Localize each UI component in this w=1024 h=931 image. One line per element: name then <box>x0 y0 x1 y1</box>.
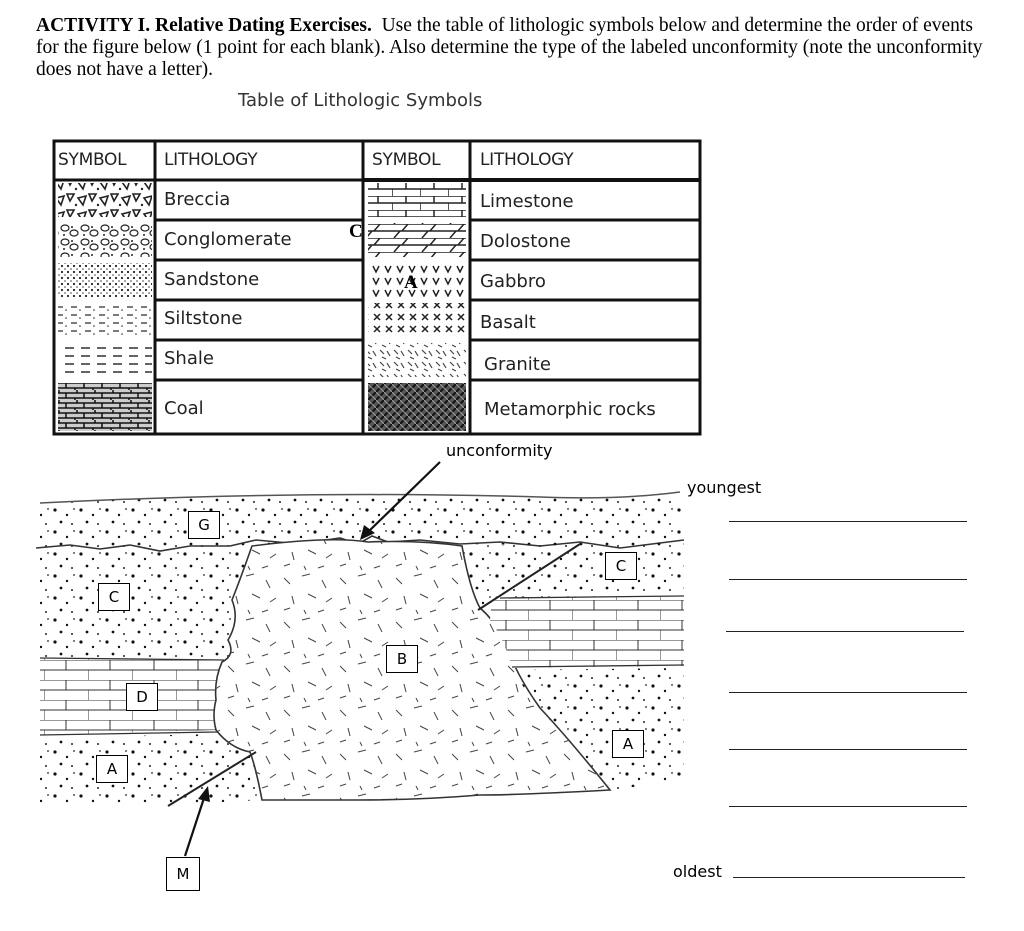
cross-section-figure <box>36 462 684 856</box>
m-arrow <box>185 795 205 856</box>
basalt-symbol <box>368 303 466 337</box>
label-c-left: C <box>98 583 130 611</box>
siltstone-symbol <box>58 303 152 337</box>
coal-symbol <box>58 383 152 431</box>
row-label-gabbro: Gabbro <box>480 271 546 292</box>
sandstone-symbol <box>58 263 152 297</box>
row-label-sandstone: Sandstone <box>164 269 260 290</box>
answer-blank-1[interactable] <box>729 521 967 522</box>
granite-symbol <box>368 343 466 377</box>
answer-blank-6[interactable] <box>729 806 967 807</box>
unconformity-label: unconformity <box>446 441 553 460</box>
label-d: D <box>126 683 158 711</box>
row-label-coal: Coal <box>164 398 204 419</box>
table-mark-a: A <box>404 272 418 293</box>
row-label-breccia: Breccia <box>164 189 231 210</box>
header-lithology-right: LITHOLOGY <box>480 150 574 170</box>
row-label-metamorphic: Metamorphic rocks <box>484 399 656 420</box>
answer-blank-2[interactable] <box>729 579 967 580</box>
row-label-basalt: Basalt <box>480 312 536 333</box>
label-m: M <box>166 857 200 891</box>
label-a-left: A <box>96 755 128 783</box>
header-symbol-right: SYMBOL <box>372 150 441 170</box>
row-label-dolostone: Dolostone <box>480 231 571 252</box>
row-label-limestone: Limestone <box>480 191 574 212</box>
row-label-granite: Granite <box>484 354 551 375</box>
answer-blank-5[interactable] <box>729 749 967 750</box>
row-label-shale: Shale <box>164 348 214 369</box>
conglomerate-symbol <box>58 223 152 257</box>
layer-c-left <box>40 548 250 662</box>
metamorphic-symbol <box>368 383 466 431</box>
activity-instructions-text: Use the table of lithologic symbols below and determine the order of events for the figure below (1 point for each blank). Also determine the type of the labeled unconformity (note the unconformity does not have a letter). <box>36 15 983 80</box>
header-lithology-left: LITHOLOGY <box>164 150 258 170</box>
shale-symbol <box>58 343 152 377</box>
answer-blank-4[interactable] <box>729 692 967 693</box>
row-label-siltstone: Siltstone <box>164 308 243 329</box>
header-symbol-left: SYMBOL <box>58 150 127 170</box>
dolostone-symbol <box>368 223 466 257</box>
breccia-symbol <box>58 183 152 217</box>
answer-blank-7[interactable] <box>733 877 965 878</box>
activity-heading: ACTIVITY I. Relative Dating Exercises. <box>36 15 372 36</box>
label-b: B <box>386 645 418 673</box>
limestone-symbol <box>368 183 466 217</box>
table-title: Table of Lithologic Symbols <box>238 90 483 111</box>
youngest-label: youngest <box>687 478 762 497</box>
label-c-right: C <box>605 552 637 580</box>
label-g: G <box>188 511 220 539</box>
row-label-conglomerate: Conglomerate <box>164 229 292 250</box>
answer-blank-3[interactable] <box>726 631 964 632</box>
layer-right-limestone <box>490 596 684 668</box>
oldest-label: oldest <box>673 862 722 881</box>
table-mark-c: C <box>349 221 363 242</box>
label-a-right: A <box>612 730 644 758</box>
